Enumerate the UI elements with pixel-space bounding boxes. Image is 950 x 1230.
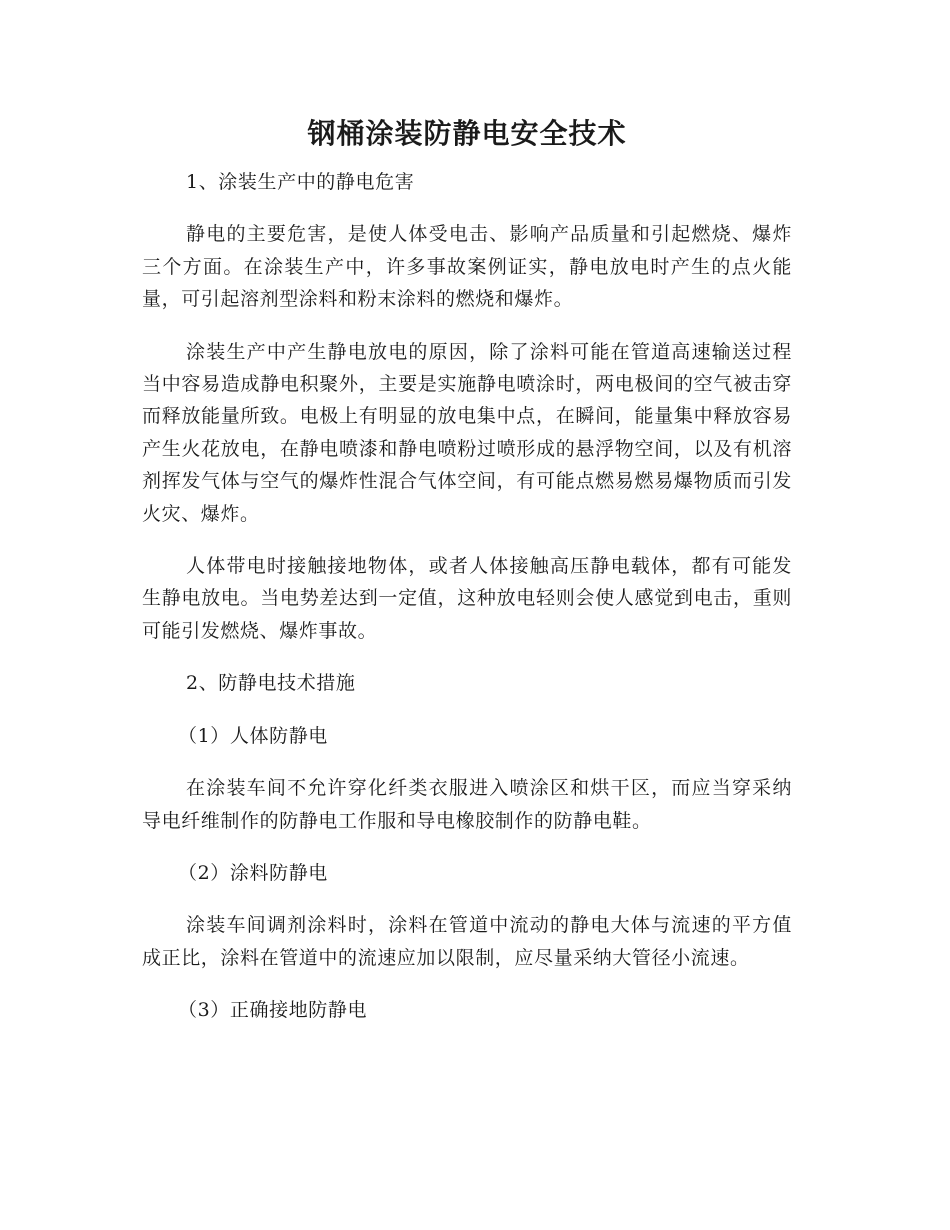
paragraph-5: 涂装车间调剂涂料时，涂料在管道中流动的静电大体与流速的平方值成正比，涂料在管道中的流速应加以限制，应尽量采纳大管径小流速。	[142, 914, 792, 969]
paragraph-3: 人体带电时接触接地物体，或者人体接触高压静电载体，都有可能发生静电放电。当电势差达到一定值，这种放电轻则会使人感觉到电击，重则可能引发燃烧、爆炸事故。	[142, 555, 792, 642]
subsection-heading-2: （2）涂料防静电	[178, 861, 328, 884]
paragraph-4: 在涂装车间不允许穿化纤类衣服进入喷涂区和烘干区，而应当穿采纳导电纤维制作的防静电工作服和导电橡胶制作的防静电鞋。	[142, 777, 792, 832]
paragraph-1: 静电的主要危害，是使人体受电击、影响产品质量和引起燃烧、爆炸三个方面。在涂装生产中，许多事故案例证实，静电放电时产生的点火能量，可引起溶剂型涂料和粉末涂料的燃烧和爆炸。	[142, 223, 792, 311]
section-heading-2: 2、防静电技术措施	[186, 672, 356, 695]
subsection-heading-3: （3）正确接地防静电	[178, 999, 368, 1022]
document-title: 钢桶涂装防静电安全技术	[307, 117, 627, 150]
document-page	[142, 112, 792, 1047]
section-heading-1: 1、涂装生产中的静电危害	[186, 171, 415, 193]
subsection-heading-1: （1）人体防静电	[178, 724, 328, 747]
paragraph-2: 涂装生产中产生静电放电的原因，除了涂料可能在管道高速输送过程当中容易造成静电积聚外，主要是实施静电喷涂时，两电极间的空气被击穿而释放能量所致。电极上有明显的放电集中点，在瞬间，能量集中释放容易产生火花放电，在静电喷漆和静电喷粉过喷形成的悬浮物空间，以及有机溶剂挥发气体与空气的爆炸性混合气体空间，有可能点燃易燃易爆物质而引发火灾、爆炸。	[142, 340, 792, 525]
